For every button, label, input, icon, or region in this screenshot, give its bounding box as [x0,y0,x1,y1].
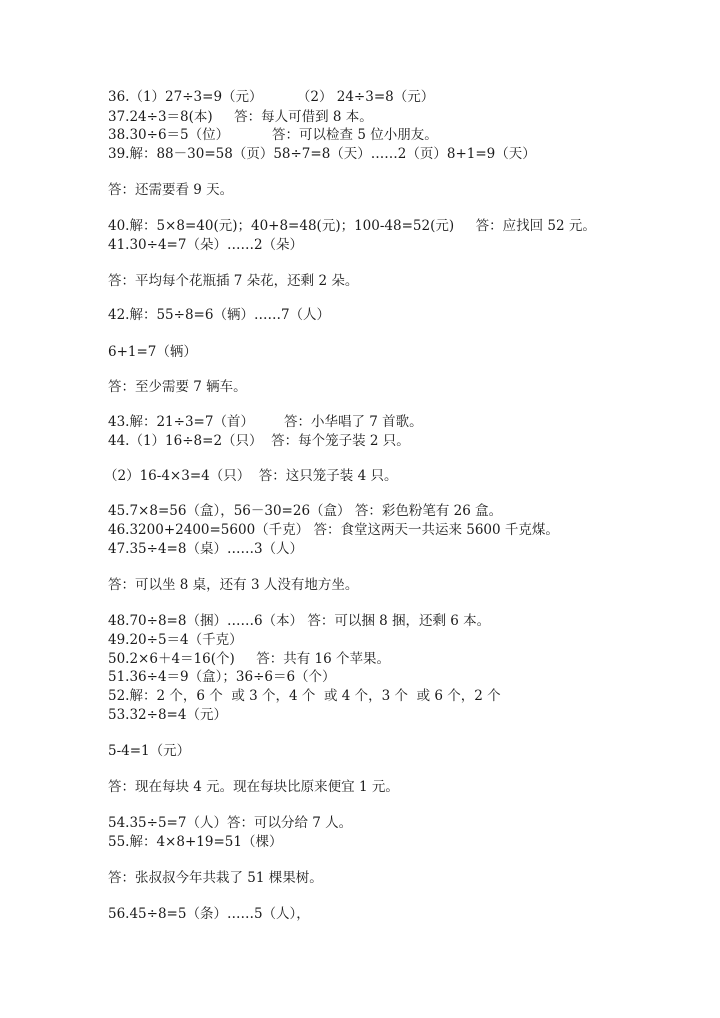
answer-line-40: 40.解：5×8=40(元)；40+8=48(元)；100-48=52(元) 答：应找回 52 元。 [108,218,596,234]
answer-line-53: 53.32÷8=4（元） [108,707,227,723]
answer-line-54: 54.35÷5=7（人）答：可以分给 7 人。 [108,815,353,831]
answer-line-53-step: 5-4=1（元） [108,743,191,759]
answer-line-46: 46.3200+2400=5600（千克） 答：食堂这两天一共运来 5600 千克煤。 [108,522,559,538]
answer-line-47: 47.35÷4=8（桌）……3（人） [108,541,304,557]
answer-line-43: 43.解：21÷3=7（首） 答：小华唱了 7 首歌。 [108,414,423,430]
answer-line-50: 50.2×6＋4＝16(个) 答：共有 16 个苹果。 [108,651,390,667]
answer-line-48: 48.70÷8=8（捆）……6（本） 答：可以捆 8 捆，还剩 6 本。 [108,613,491,629]
answer-line-56: 56.45÷8=5（条）……5（人）， [108,906,310,922]
answer-line-42-ans: 答：至少需要 7 辆车。 [108,379,247,395]
answer-line-38: 38.30÷6＝5（位） 答：可以检查 5 位小朋友。 [108,127,438,143]
answer-line-41: 41.30÷4=7（朵）……2（朵） [108,237,304,253]
answer-line-44-2: （2）16-4×3=4（只） 答：这只笼子装 4 只。 [104,468,398,484]
answer-line-51: 51.36÷4＝9（盒）；36÷6＝6（个） [108,669,336,685]
answer-line-39: 39.解：88－30=58（页）58÷7=8（天）……2（页）8+1=9（天） [108,146,536,162]
answer-line-37: 37.24÷3＝8(本) 答：每人可借到 8 本。 [108,109,373,125]
answer-line-44-1: 44.（1）16÷8=2（只） 答：每个笼子装 2 只。 [108,433,410,449]
answer-line-55: 55.解：4×8+19=51（棵） [108,834,283,850]
answer-line-47-ans: 答：可以坐 8 桌，还有 3 人没有地方坐。 [108,577,359,593]
answer-line-42-step: 6+1=7（辆） [108,344,197,360]
answer-line-42: 42.解：55÷8=6（辆）……7（人） [108,307,331,323]
answer-line-55-ans: 答：张叔叔今年共栽了 51 棵果树。 [108,870,323,886]
answer-line-41-ans: 答：平均每个花瓶插 7 朵花，还剩 2 朵。 [108,273,359,289]
answer-line-53-ans: 答：现在每块 4 元。现在每块比原来便宜 1 元。 [108,779,399,795]
answer-line-49: 49.20÷5＝4（千克） [108,632,243,648]
answer-line-45: 45.7×8=56（盒），56－30=26（盒） 答：彩色粉笔有 26 盒。 [108,503,503,519]
answer-line-52: 52.解：2 个，6 个 或 3 个，4 个 或 4 个，3 个 或 6 个，2 个 [108,688,501,704]
answer-line-36: 36.（1）27÷3=9（元） （2） 24÷3=8（元） [108,89,435,105]
answer-line-39-ans: 答：还需要看 9 天。 [108,182,234,198]
